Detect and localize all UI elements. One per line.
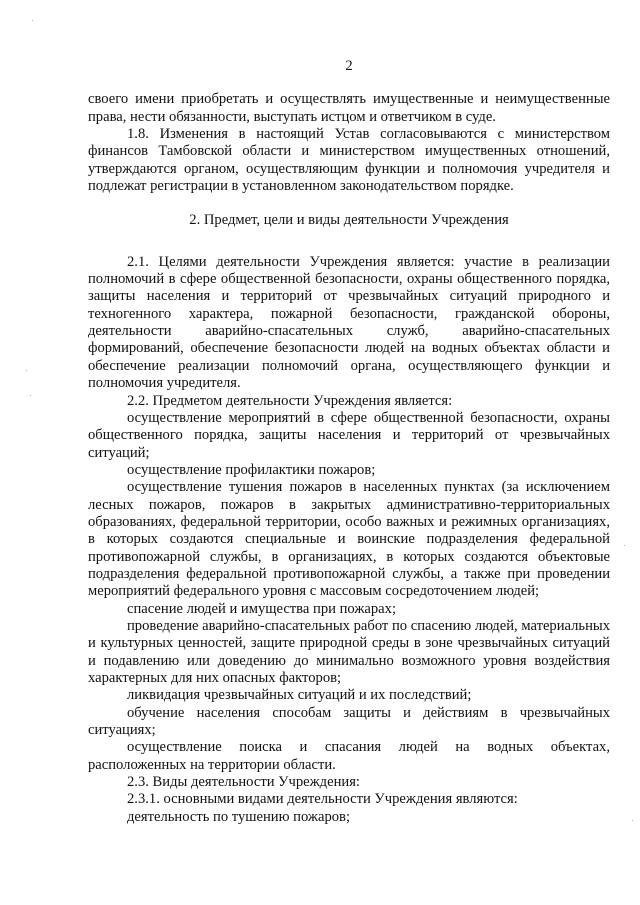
scan-speck — [624, 545, 625, 546]
document-page — [88, 58, 610, 826]
list-item: спасение людей и имущества при пожарах; — [127, 600, 397, 617]
list-item: осуществление мероприятий в сфере общественной безопасности, охраны общественного порядка, защиты населения и территорий от чрезвычайных ситуаций; — [88, 409, 610, 461]
paragraph-continuation: своего имени приобретать и осуществлять имущественные и неимущественные права, нести обязанности, выступать истцом и ответчиком в суде. — [88, 91, 610, 125]
paragraph-1-8: 1.8. Изменения в настоящий Устав согласовываются с министерством финансов Тамбовской области и министерством имущественных отношений, утверждаются органом, осуществляющим функции и полномочия учредителя и подлежат регистрации в установленном законодательством порядке. — [88, 126, 610, 195]
section-heading: 2. Предмет, цели и виды деятельности Учреждения — [189, 212, 509, 229]
list-item: обучение населения способам защиты и действиям в чрезвычайных ситуациях; — [88, 704, 610, 739]
scan-speck — [26, 370, 27, 371]
paragraph-2-1: 2.1. Целями деятельности Учреждения является: участие в реализации полномочий в сфере общественной безопасности, охраны общественного порядка, защиты населения и территорий от чрезвычайных ситуаций природного и техногенного характера, пожарной безопасности, гражданской обороны, деятельности аварийно-спасательных служб, аварийно-спасательных формирований, обеспечение безопасности людей на водных объектах области и обеспечение реализации полномочий органа, осуществляющего функции и полномочия учредителя. — [88, 253, 610, 392]
paragraph-2-3-1: 2.3.1. основными видами деятельности Учреждения являются: — [127, 791, 518, 808]
paragraph-2-3: 2.3. Виды деятельности Учреждения: — [127, 774, 360, 791]
list-item: деятельность по тушению пожаров; — [127, 808, 351, 825]
paragraph-2-2: 2.2. Предметом деятельности Учреждения является: — [127, 392, 453, 409]
scan-speck — [632, 820, 633, 821]
page-number: 2 — [345, 58, 353, 74]
list-item: ликвидация чрезвычайных ситуаций и их последствий; — [127, 687, 472, 704]
scan-speck — [30, 395, 31, 396]
list-item: осуществление тушения пожаров в населенных пунктах (за исключением лесных пожаров, пожаров в закрытых административно-территориальных образованиях, федеральной территории, особо важных и режимных организациях, в которых создаются специальные и воинские подразделения федеральной противопожарной службы, в организациях, в которых создаются объектовые подразделения федеральной противопожарной службы, а также при проведении мероприятий федерального уровня с массовым сосредоточением людей; — [88, 479, 610, 600]
scan-speck — [32, 20, 33, 21]
list-item: осуществление профилактики пожаров; — [127, 461, 376, 478]
list-item: проведение аварийно-спасательных работ по спасению людей, материальных и культурных ценностей, защите природной среды в зоне чрезвычайных ситуаций и подавлению или доведению до минимально возможного уровня воздействия характерных для них опасных факторов; — [88, 617, 610, 686]
list-item: осуществление поиска и спасания людей на водных объектах, расположенных на территории области. — [88, 739, 610, 773]
